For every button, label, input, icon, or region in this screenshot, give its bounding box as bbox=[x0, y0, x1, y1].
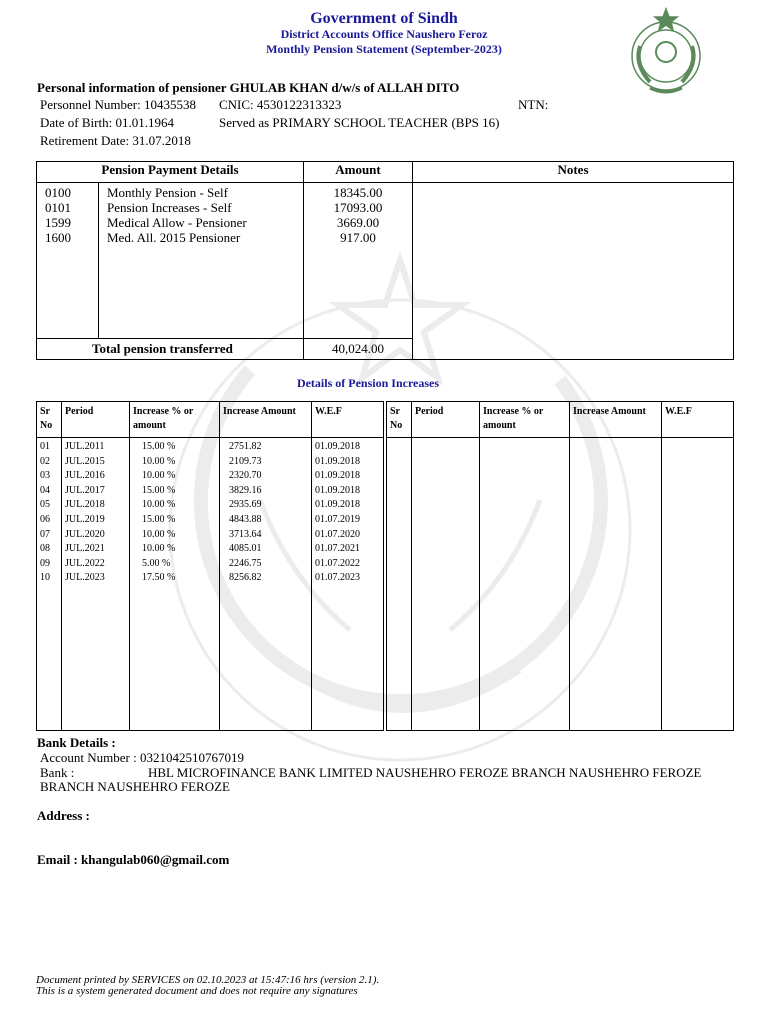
row-pct: 10.00 % bbox=[142, 543, 176, 555]
email: Email : khangulab060@gmail.com bbox=[37, 852, 230, 867]
row-period: JUL.2019 bbox=[65, 514, 105, 525]
header-payment-details: Pension Payment Details bbox=[37, 162, 304, 183]
row-wef: 01.09.2018 bbox=[315, 484, 360, 496]
address-label: Address : bbox=[37, 808, 90, 823]
row-pct: 17.50 % bbox=[142, 572, 176, 584]
footer-note: This is a system generated document and does not require any signatures bbox=[36, 985, 358, 997]
bank-label: Bank : bbox=[40, 765, 75, 780]
payment-code: 0101 bbox=[45, 200, 71, 215]
payment-amount: 917.00 bbox=[340, 230, 376, 245]
increases-table-left bbox=[36, 401, 384, 731]
row-sr: 10 bbox=[40, 572, 50, 584]
col-increase-pct: Increase % or amount bbox=[480, 402, 570, 437]
increases-title: Details of Pension Increases bbox=[296, 376, 440, 390]
row-sr: 03 bbox=[40, 470, 50, 482]
increase-row bbox=[37, 455, 383, 470]
row-period: JUL.2022 bbox=[65, 557, 105, 569]
row-wef: 01.07.2023 bbox=[315, 572, 360, 584]
row-wef: 01.09.2018 bbox=[315, 499, 360, 511]
row-sr: 08 bbox=[40, 543, 50, 555]
row-sr: 07 bbox=[40, 528, 50, 540]
government-seal-icon bbox=[620, 6, 712, 98]
row-wef: 01.07.2020 bbox=[315, 528, 360, 540]
header-amount: Amount bbox=[304, 162, 413, 183]
row-period: JUL.2015 bbox=[65, 455, 105, 467]
row-sr: 04 bbox=[40, 484, 50, 496]
notes-cell bbox=[413, 183, 734, 360]
retirement-date: Retirement Date: 31.07.2018 bbox=[40, 133, 191, 148]
pensioner-title: Personal information of pensioner GHULAB KHAN d/w/s of ALLAH DITO bbox=[37, 80, 460, 95]
row-amount: 4085.01 bbox=[229, 543, 262, 555]
row-wef: 01.07.2019 bbox=[315, 514, 360, 525]
row-pct: 10.00 % bbox=[142, 470, 176, 482]
payment-amounts bbox=[304, 183, 413, 339]
total-label: Total pension transferred bbox=[37, 339, 304, 360]
row-wef: 01.07.2022 bbox=[315, 557, 360, 569]
bank-name: HBL MICROFINANCE BANK LIMITED NAUSHEHRO FEROZE BRANCH NAUSHEHRO FEROZE bbox=[148, 765, 702, 780]
increase-row bbox=[37, 528, 383, 543]
col-period: Period bbox=[62, 402, 130, 437]
row-period: JUL.2023 bbox=[65, 572, 105, 584]
served-as: Served as PRIMARY SCHOOL TEACHER (BPS 16) bbox=[219, 115, 500, 130]
row-wef: 01.09.2018 bbox=[315, 441, 360, 452]
increase-row bbox=[37, 498, 383, 513]
col-increase-pct: Increase % or amount bbox=[130, 402, 220, 437]
increase-row bbox=[37, 557, 383, 572]
row-wef: 01.07.2021 bbox=[315, 543, 360, 555]
row-pct: 10.00 % bbox=[142, 455, 176, 467]
col-increase-amount: Increase Amount bbox=[570, 402, 662, 437]
col-period: Period bbox=[412, 402, 480, 437]
row-sr: 06 bbox=[40, 514, 50, 525]
row-period: JUL.2016 bbox=[65, 470, 105, 482]
payment-desc: Pension Increases - Self bbox=[107, 200, 232, 215]
payment-desc: Med. All. 2015 Pensioner bbox=[107, 230, 241, 245]
row-amount: 2751.82 bbox=[229, 441, 262, 452]
row-sr: 02 bbox=[40, 455, 50, 467]
date-of-birth: Date of Birth: 01.01.1964 bbox=[40, 115, 174, 130]
row-sr: 09 bbox=[40, 557, 50, 569]
header-government: Government of Sindh bbox=[310, 10, 458, 27]
increase-row bbox=[37, 571, 383, 586]
payment-desc: Monthly Pension - Self bbox=[107, 185, 228, 200]
row-pct: 15.00 % bbox=[142, 514, 176, 525]
row-amount: 8256.82 bbox=[229, 572, 262, 584]
row-period: JUL.2021 bbox=[65, 543, 105, 555]
col-increase-amount: Increase Amount bbox=[220, 402, 312, 437]
bank-name-cont: BRANCH NAUSHEHRO FEROZE bbox=[40, 779, 230, 794]
increase-row bbox=[37, 469, 383, 484]
row-wef: 01.09.2018 bbox=[315, 455, 360, 467]
col-wef: W.E.F bbox=[315, 406, 342, 417]
row-period: JUL.2011 bbox=[65, 441, 105, 452]
col-sr: Sr No bbox=[387, 402, 412, 437]
payment-amount: 17093.00 bbox=[333, 200, 383, 215]
row-period: JUL.2020 bbox=[65, 528, 105, 540]
increases-header-row bbox=[37, 402, 383, 438]
row-pct: 10.00 % bbox=[142, 528, 176, 540]
header-office: District Accounts Office Naushero Feroz bbox=[280, 27, 488, 41]
cnic: CNIC: 4530122313323 bbox=[219, 97, 342, 112]
increase-row bbox=[37, 542, 383, 557]
row-amount: 2320.70 bbox=[229, 470, 262, 482]
footer-printed: Document printed by SERVICES on 02.10.2023 at 15:47:16 hrs (version 2.1). bbox=[36, 974, 380, 986]
total-amount: 40,024.00 bbox=[304, 339, 413, 360]
account-number: Account Number : 0321042510767019 bbox=[40, 750, 245, 765]
row-amount: 2109.73 bbox=[229, 455, 262, 467]
row-wef: 01.09.2018 bbox=[315, 470, 360, 482]
row-pct: 5.00 % bbox=[142, 557, 171, 569]
payment-descriptions bbox=[99, 183, 304, 339]
header-notes: Notes bbox=[413, 162, 734, 183]
col-wef: W.E.F bbox=[665, 406, 692, 417]
pension-payment-table bbox=[36, 161, 734, 360]
ntn: NTN: bbox=[518, 97, 549, 112]
payment-amount: 3669.00 bbox=[336, 215, 380, 230]
bank-heading: Bank Details : bbox=[37, 735, 116, 750]
payment-code: 0100 bbox=[45, 185, 71, 200]
row-amount: 2935.69 bbox=[229, 499, 262, 511]
row-period: JUL.2017 bbox=[65, 484, 105, 496]
personnel-number: Personnel Number: 10435538 bbox=[40, 97, 196, 112]
increases-table-right bbox=[386, 401, 734, 731]
increase-row bbox=[37, 484, 383, 499]
row-pct: 15.00 % bbox=[142, 484, 176, 496]
row-amount: 3713.64 bbox=[229, 528, 262, 540]
increase-row bbox=[37, 440, 383, 455]
row-amount: 2246.75 bbox=[229, 557, 262, 569]
payment-code: 1600 bbox=[45, 230, 71, 245]
payment-amount: 18345.00 bbox=[333, 185, 383, 200]
increase-row bbox=[37, 513, 383, 528]
row-amount: 4843.88 bbox=[229, 514, 262, 525]
header-statement-title: Monthly Pension Statement (September-2023) bbox=[266, 42, 502, 56]
row-sr: 05 bbox=[40, 499, 50, 511]
row-amount: 3829.16 bbox=[229, 484, 262, 496]
payment-code: 1599 bbox=[45, 215, 71, 230]
payment-desc: Medical Allow - Pensioner bbox=[107, 215, 247, 230]
col-sr: Sr No bbox=[37, 402, 62, 437]
increases-header-row bbox=[387, 402, 733, 438]
row-pct: 15.00 % bbox=[142, 441, 176, 452]
row-sr: 01 bbox=[40, 441, 50, 452]
payment-codes bbox=[37, 183, 99, 339]
row-pct: 10.00 % bbox=[142, 499, 176, 511]
row-period: JUL.2018 bbox=[65, 499, 105, 511]
